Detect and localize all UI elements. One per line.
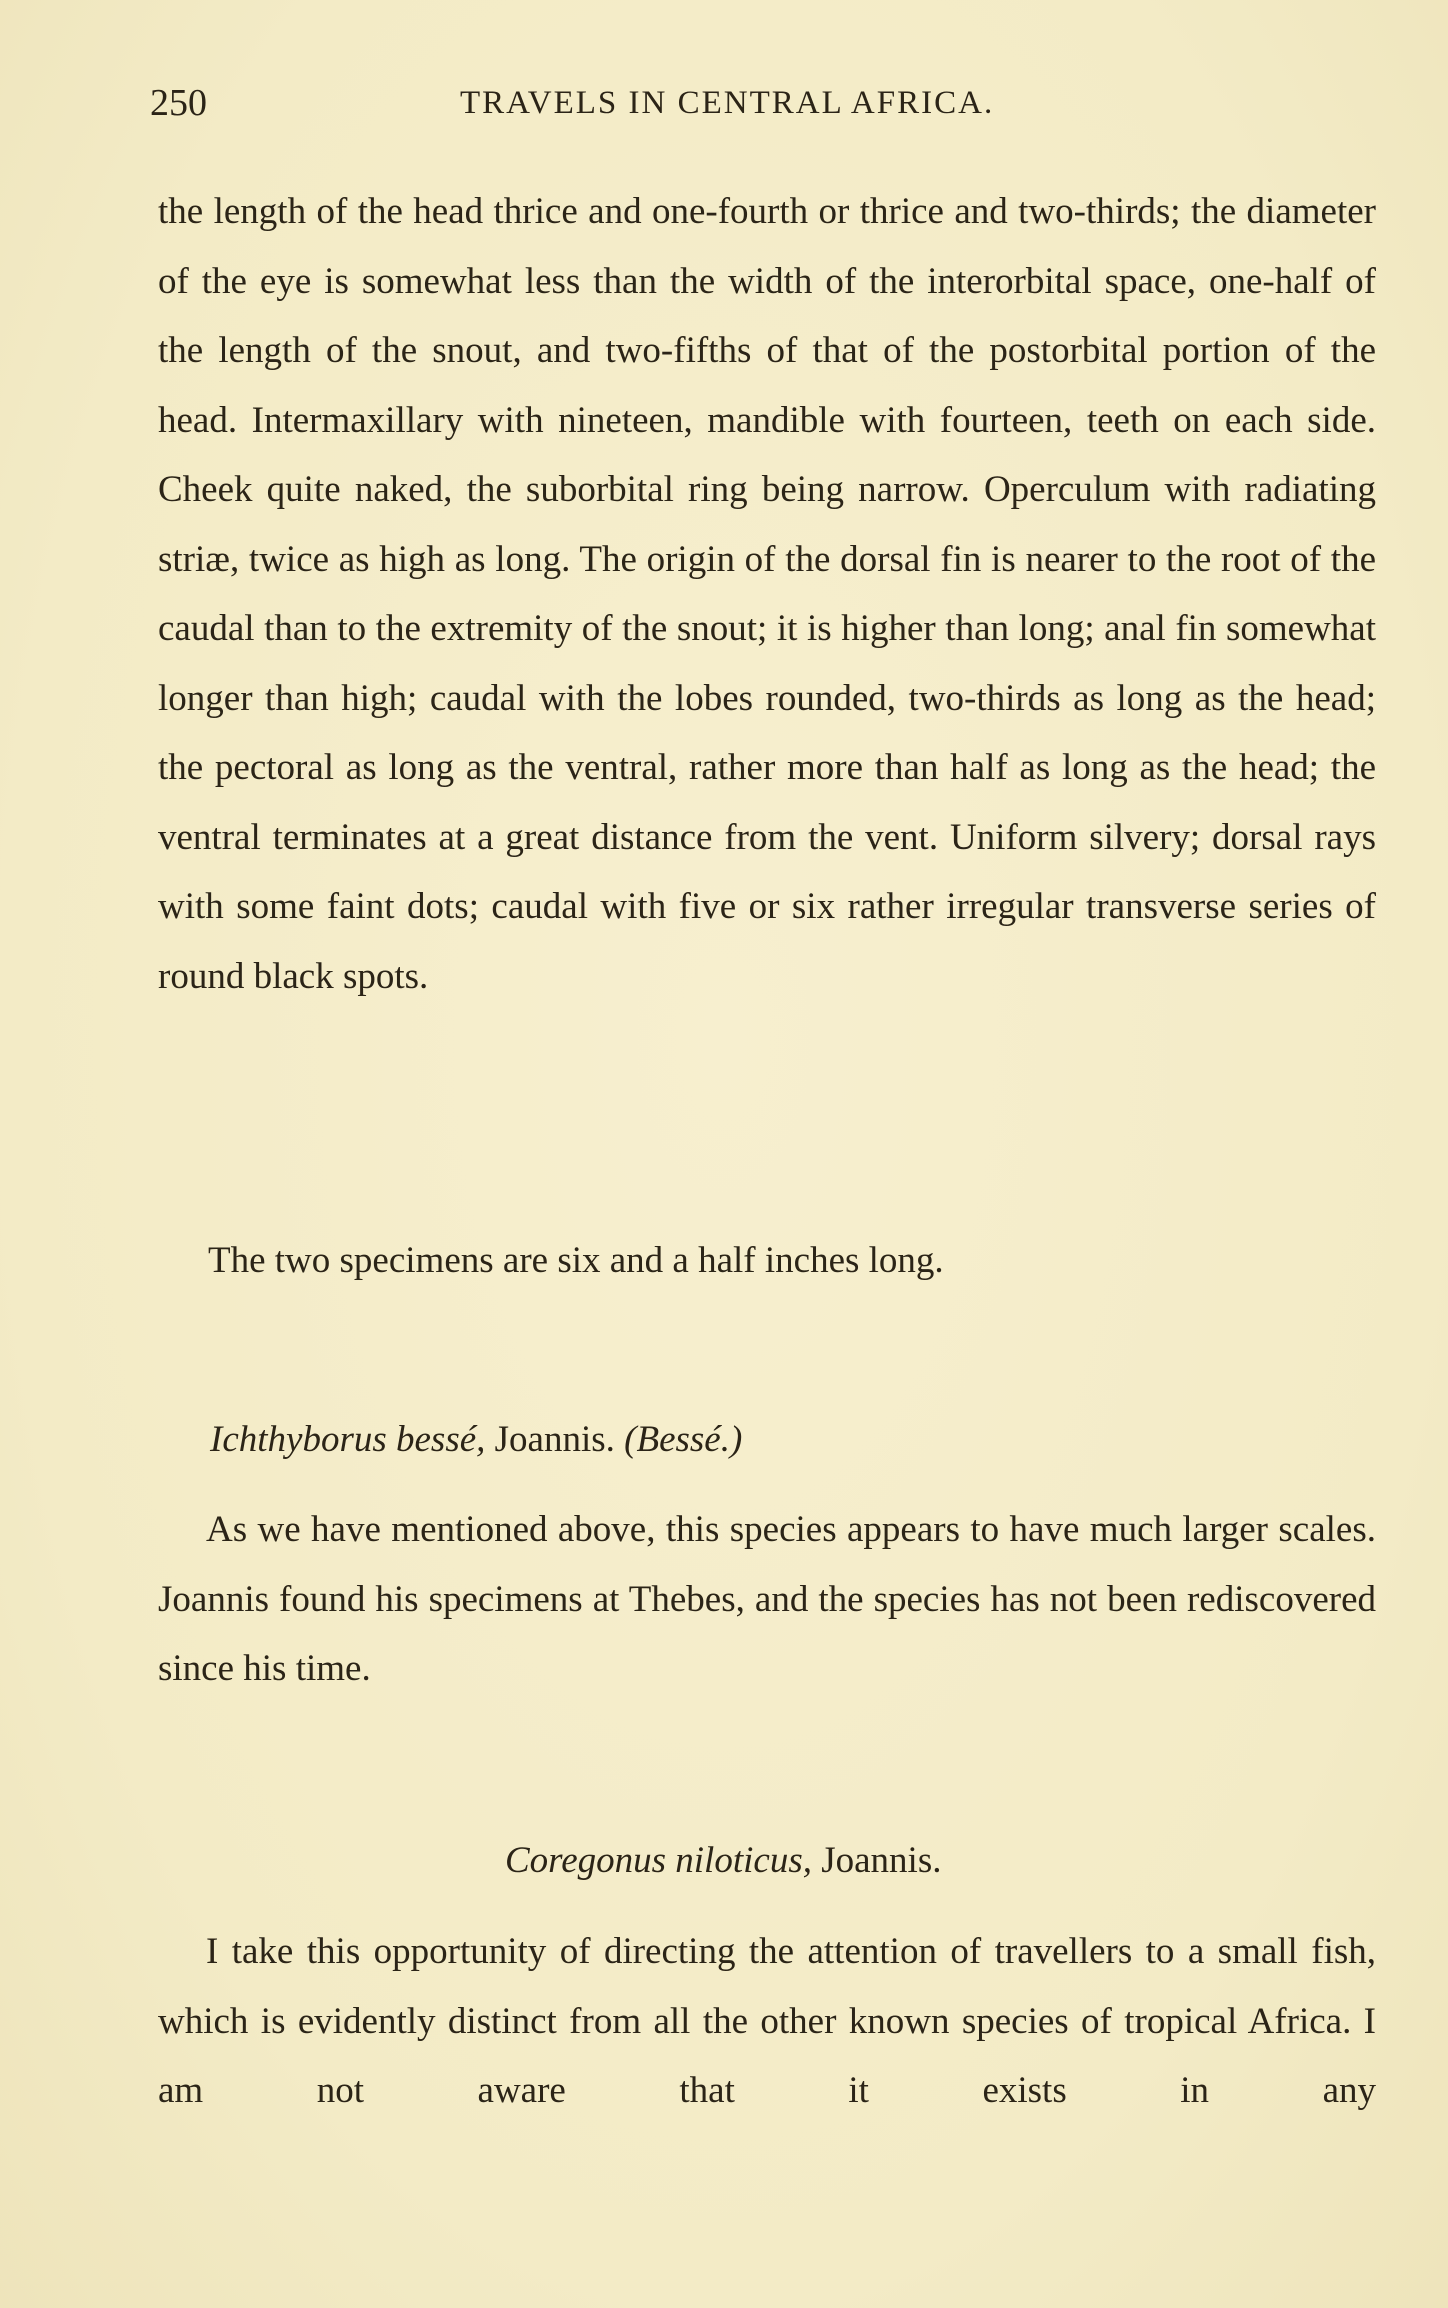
species-scientific-name: Coregonus niloticus,: [505, 1840, 812, 1881]
species-scientific-name: Ichthyborus bessé,: [210, 1419, 486, 1460]
paragraph-ichthyborus: As we have mentioned above, this species appears to have much larger scales. Joannis found his specimens at Thebes, and the species has not been rediscovered since his time.: [158, 1509, 1376, 1689]
species-authority: Joannis.: [811, 1840, 942, 1881]
page-number: 250: [150, 82, 207, 124]
running-title: TRAVELS IN CENTRAL AFRICA.: [460, 85, 995, 121]
paragraph-coregonus: I take this opportunity of directing the attention of travellers to a small fish, which is evidently distinct from all the other known species of tropical Africa. I am not aware that it exists in any: [158, 1931, 1376, 2111]
paragraph-fish-description: the length of the head thrice and one-fourth or thrice and two-thirds; the diameter of the eye is somewhat less than the width of the interorbital space, one-half of the length of the snout, and two-fifths of that of the postorbital portion of the head. Intermaxillary with nineteen, mandible with fourteen, teeth on each side. Cheek quite naked, the suborbital ring being narrow. Operculum with radiating striæ, twice as high as long. The origin of the dorsal fin is nearer to the root of the caudal than to the extremity of the snout; it is higher than long; anal fin somewhat longer than high; caudal with the lobes rounded, two-thirds as long as the head; the pectoral as long as the ventral, rather more than half as long as the head; the ventral terminates at a great distance from the vent. Uniform silvery; dorsal rays with some faint dots; caudal with five or six rather irregular transverse series of round black spots.: [158, 191, 1376, 997]
species-authority: Joannis.: [485, 1419, 625, 1460]
paragraph-specimen-length: The two specimens are six and a half inches long.: [208, 1240, 944, 1281]
running-head: [150, 78, 1370, 128]
species-common-name: (Bessé.): [624, 1419, 743, 1460]
species-heading-coregonus: [505, 1836, 941, 1886]
species-heading-ichthyborus: [210, 1415, 742, 1465]
